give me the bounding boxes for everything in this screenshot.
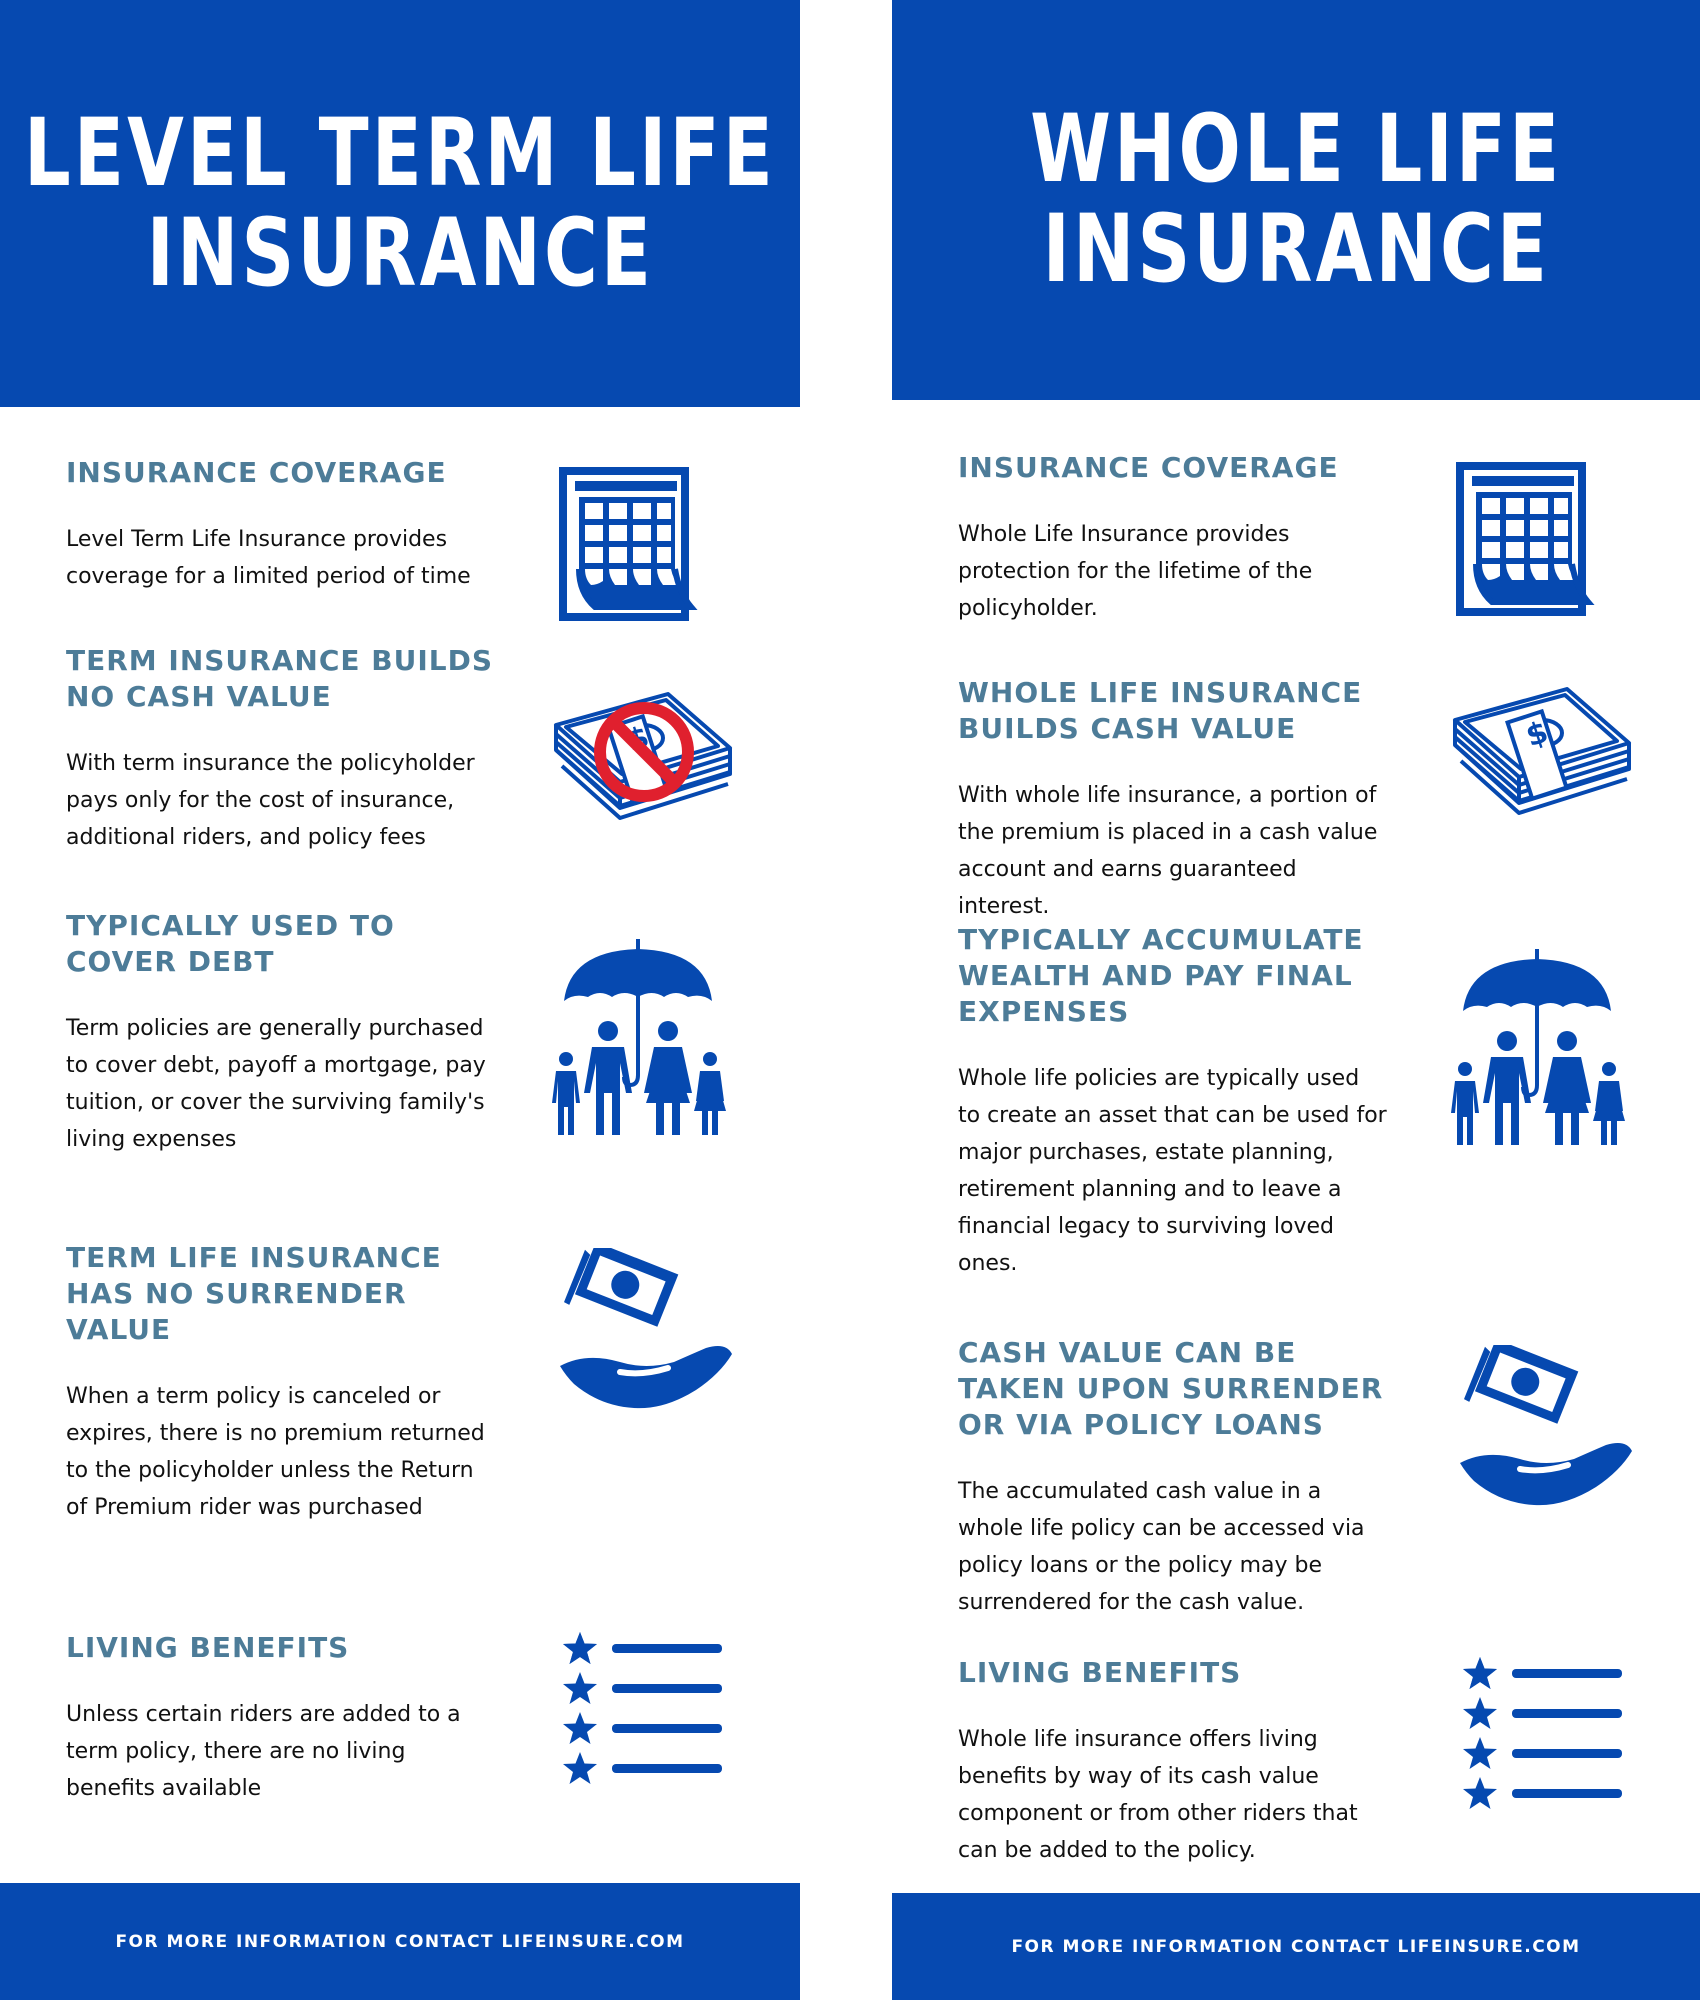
section-text: With term insurance the policyholder pays only for the cost of insurance, additional riders, and policy fees	[66, 751, 475, 850]
section-title: TERM INSURANCE BUILDS NO CASH VALUE	[66, 644, 493, 713]
family-umbrella-icon	[548, 935, 728, 1145]
whole-life-column	[892, 0, 1700, 2000]
level-term-footer	[0, 1883, 800, 2000]
section-title: TYPICALLY ACCUMULATE WEALTH AND PAY FINAL EXPENSES	[958, 923, 1364, 1028]
section-text: When a term policy is canceled or expires, there is no premium returned to the policyholder unless the Return of Premium rider was purchased	[66, 1384, 485, 1520]
footer-contact-text: FOR MORE INFORMATION CONTACT LIFEINSURE.COM	[115, 1931, 685, 1952]
section-builds-cash-value	[958, 675, 1388, 925]
section-title: INSURANCE COVERAGE	[958, 451, 1339, 484]
section-title: WHOLE LIFE INSURANCE BUILDS CASH VALUE	[958, 676, 1363, 745]
section-living-benefits	[66, 1630, 496, 1807]
section-text: Level Term Life Insurance provides coverage for a limited period of time	[66, 527, 471, 589]
section-text: With whole life insurance, a portion of the premium is placed in a cash value account and earns guaranteed interest.	[958, 783, 1378, 919]
section-text: The accumulated cash value in a whole life policy can be accessed via policy loans or the policy may be surrendered for the cash value.	[958, 1479, 1365, 1615]
section-title: LIVING BENEFITS	[66, 1631, 350, 1664]
section-cover-debt	[66, 908, 496, 1158]
section-insurance-coverage	[958, 450, 1388, 627]
level-term-header	[0, 0, 800, 407]
family-umbrella-icon	[1447, 945, 1627, 1155]
whole-life-title-line1: WHOLE LIFE	[1029, 95, 1563, 204]
section-accumulate-wealth	[958, 922, 1388, 1282]
whole-life-footer	[892, 1893, 1700, 2000]
whole-life-title-line2: INSURANCE	[1042, 195, 1550, 304]
section-title: INSURANCE COVERAGE	[66, 456, 447, 489]
star-list-icon	[562, 1630, 732, 1790]
section-text: Whole life insurance offers living benefits by way of its cash value component or from other riders that can be added to the policy.	[958, 1727, 1358, 1863]
no-cash-icon	[548, 680, 738, 830]
hand-money-icon	[1456, 1345, 1636, 1525]
section-insurance-coverage	[66, 455, 496, 595]
hand-money-icon	[556, 1248, 736, 1428]
section-surrender-policy-loans	[958, 1335, 1388, 1621]
footer-contact-text: FOR MORE INFORMATION CONTACT LIFEINSURE.COM	[1011, 1936, 1581, 1957]
whole-life-header	[892, 0, 1700, 400]
section-living-benefits	[958, 1655, 1388, 1869]
section-no-surrender-value	[66, 1240, 496, 1526]
level-term-title-line2: INSURANCE	[146, 198, 654, 308]
section-text: Whole life policies are typically used to create an asset that can be used for major purchases, estate planning, retirement planning and to leave a financial legacy to surviving loved ones.	[958, 1066, 1387, 1276]
section-title: TERM LIFE INSURANCE HAS NO SURRENDER VALUE	[66, 1241, 442, 1346]
calendar-icon	[1452, 460, 1602, 620]
section-title: TYPICALLY USED TO COVER DEBT	[66, 909, 395, 978]
section-title: CASH VALUE CAN BE TAKEN UPON SURRENDER OR VIA POLICY LOANS	[958, 1336, 1384, 1441]
level-term-title-line1: LEVEL TERM LIFE	[24, 98, 776, 208]
section-text: Unless certain riders are added to a term policy, there are no living benefits available	[66, 1702, 461, 1801]
calendar-icon	[555, 465, 705, 625]
section-text: Term policies are generally purchased to cover debt, payoff a mortgage, pay tuition, or cover the surviving family's living expenses	[66, 1016, 486, 1152]
column-gutter	[800, 0, 892, 2000]
section-title: LIVING BENEFITS	[958, 1656, 1242, 1689]
cash-stack-icon	[1447, 675, 1637, 825]
section-no-cash-value	[66, 643, 496, 856]
star-list-icon	[1462, 1655, 1632, 1815]
section-text: Whole Life Insurance provides protection for the lifetime of the policyholder.	[958, 522, 1313, 621]
level-term-column	[0, 0, 800, 2000]
